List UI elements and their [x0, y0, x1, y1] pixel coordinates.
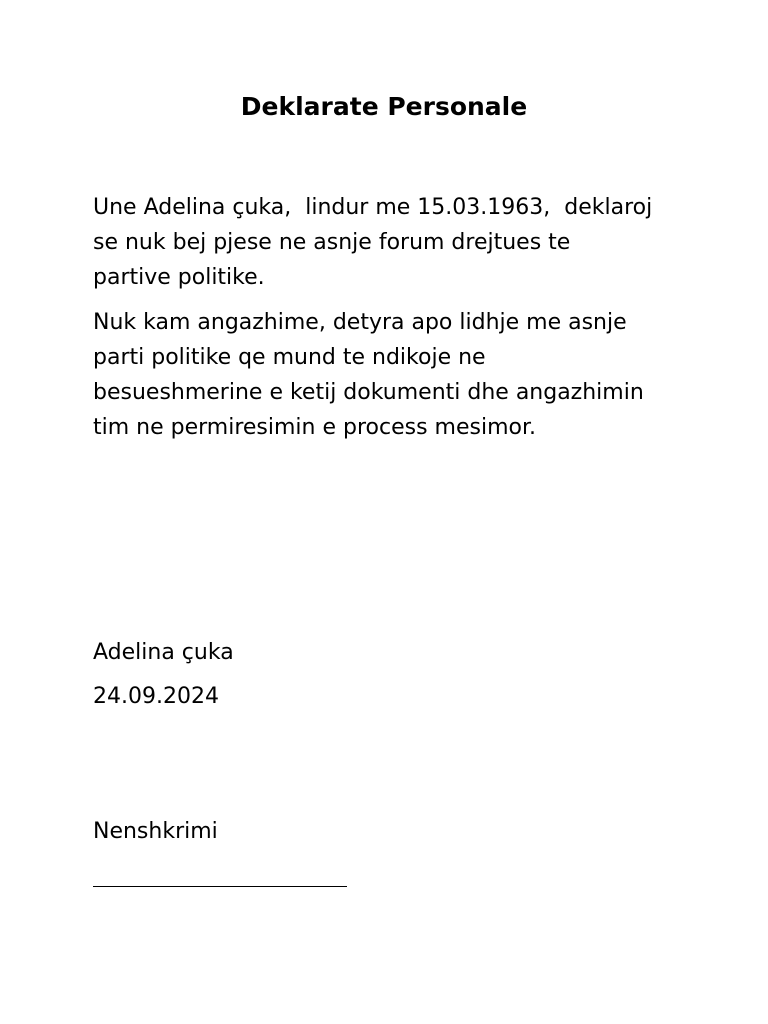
declaration-paragraph-1	[93, 190, 693, 295]
signature-label: Nenshkrimi	[93, 819, 218, 844]
paragraph-2-line-4: tim ne permiresimin e process mesimor.	[93, 415, 536, 440]
signature-line	[93, 886, 347, 887]
document-title: Deklarate Personale	[240, 92, 528, 121]
paragraph-2-line-3: besueshmerine e ketij dokumenti dhe angazhimin	[93, 380, 644, 405]
signer-name: Adelina çuka	[93, 640, 234, 665]
paragraph-1-line-3: partive politike.	[93, 265, 265, 290]
paragraph-2-line-1: Nuk kam angazhime, detyra apo lidhje me asnje	[93, 310, 627, 335]
paragraph-1-line-1: Une Adelina çuka, lindur me 15.03.1963, deklaroj	[93, 195, 653, 220]
paragraph-1-line-2: se nuk bej pjese ne asnje forum drejtues te	[93, 230, 571, 255]
declaration-body	[93, 190, 693, 455]
declaration-paragraph-2	[93, 305, 693, 445]
signature-date: 24.09.2024	[93, 684, 219, 709]
paragraph-2-line-2: parti politike qe mund te ndikoje ne	[93, 345, 486, 370]
